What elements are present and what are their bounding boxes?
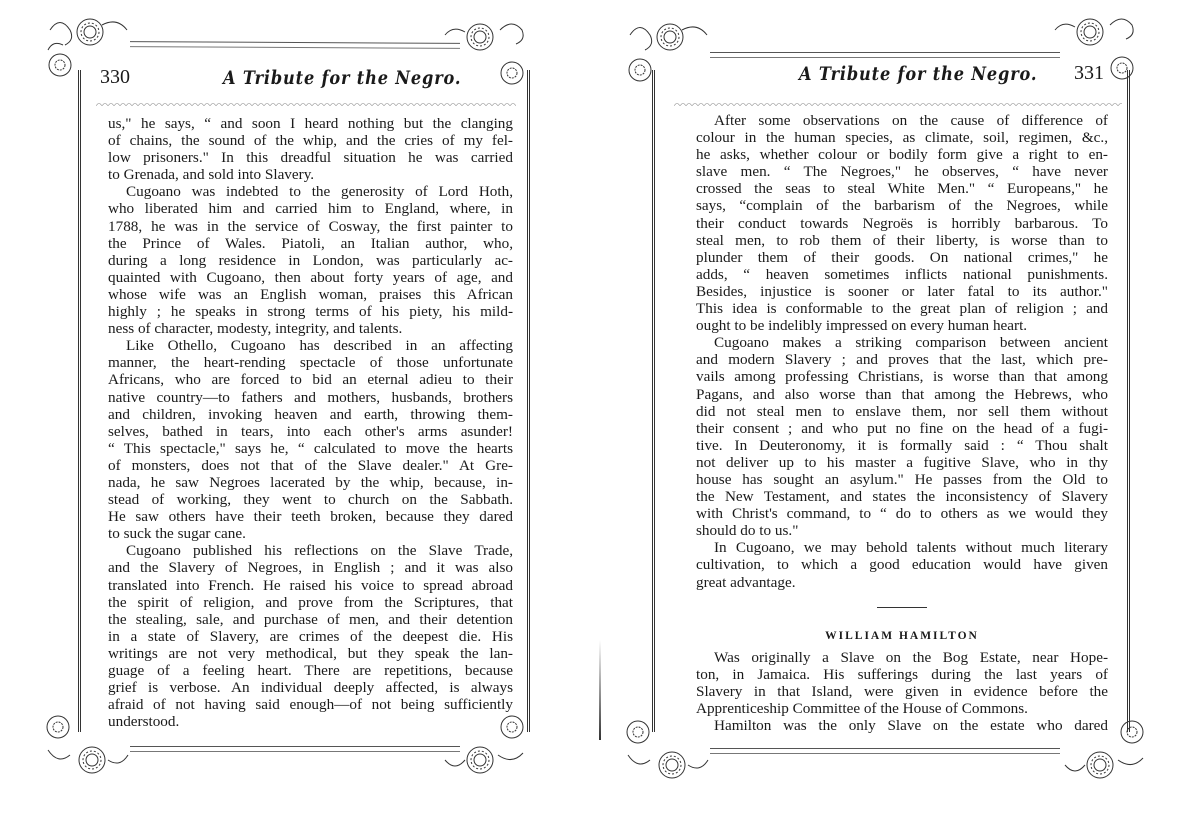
text-line: In Cugoano, we may behold talents without much literary	[714, 539, 1108, 557]
text-line: not deliver up to his master a fugitive Slave, who in thy	[696, 453, 1108, 471]
top-border-rail	[130, 41, 460, 49]
text-line: Cugoano makes a striking comparison between ancient	[714, 334, 1108, 352]
text-line: Hamilton was the only Slave on the estate who dared	[714, 717, 1108, 735]
page-number: 330	[100, 66, 130, 88]
text-line: and the Slavery of Negroes, in English ; and it was also	[108, 559, 513, 577]
text-line: This idea is conformable to the great plan of religion ; and	[696, 300, 1108, 318]
text-line: the stealing, sale, and purchase of men, and their detention	[108, 610, 513, 628]
paragraph	[696, 539, 1108, 590]
text-line: the Prince of Wales. Piatoli, an Italian author, who,	[108, 234, 513, 252]
text-line: of chains, the sound of the whip, and the cries of my fel-	[108, 132, 513, 150]
text-line: ought to be indelibly impressed on every human heart.	[696, 317, 1028, 335]
text-line: ton, in Jamaica. His sufferings during the last years of	[696, 665, 1108, 683]
body-text	[696, 112, 1108, 734]
section-divider	[877, 607, 927, 608]
bottom-border-rail	[710, 748, 1060, 754]
text-line: After some observations on the cause of difference of	[714, 112, 1108, 129]
text-line: Like Othello, Cugoano has described in an affecting	[126, 337, 513, 355]
text-line: grief is verbose. An individual deeply affected, is always	[108, 679, 513, 697]
text-line: vails among professing Christians, is worse than that among	[696, 368, 1108, 386]
paragraph	[696, 649, 1108, 717]
text-line: Slavery in that Island, were given in evidence before the	[696, 682, 1108, 700]
text-line: of monsters, does not that of the Slave dealer." At Gre-	[108, 456, 513, 474]
paragraph	[108, 337, 513, 542]
text-line: steal men, to rob them of their liberty, is worse than to	[696, 231, 1108, 249]
text-line: quainted with Cugoano, then about forty years of age, and	[108, 268, 513, 286]
text-line: did not steal men to enslave them, nor sell them without	[696, 402, 1108, 420]
text-line: Cugoano published his reflections on the Slave Trade,	[126, 542, 513, 560]
text-line: Was originally a Slave on the Bog Estate, near Hope-	[714, 648, 1108, 666]
body-text	[108, 115, 513, 730]
text-line: Pagans, and also worse than that among the Hebrews, who	[696, 385, 1108, 403]
page-number: 331	[1074, 62, 1104, 84]
text-line: their consent ; and who put no fine on the head of a fugi-	[696, 419, 1108, 437]
section-heading: WILLIAM HAMILTON	[825, 629, 979, 642]
text-line: manner, the heart-rending spectacle of those unfortunate	[108, 354, 513, 372]
text-line: plunder them of their goods. On national crimes," he	[696, 248, 1108, 266]
text-line: native country—to fathers and mothers, husbands, brothers	[108, 388, 513, 406]
running-head: A Tribute for the Negro.	[799, 62, 1038, 85]
page-header	[100, 66, 520, 89]
paragraph	[108, 183, 513, 337]
text-line: understood.	[108, 713, 180, 731]
paragraph	[696, 112, 1108, 334]
text-line: Africans, who are forced to bid an eternal adieu to their	[108, 371, 513, 389]
text-line: afraid of not having said enough—of not being sufficiently	[108, 696, 513, 714]
text-line: cultivation, to which a good education would have given	[696, 556, 1108, 574]
text-line: Cugoano was indebted to the generosity of Lord Hoth,	[126, 183, 513, 201]
paragraph	[108, 115, 513, 183]
text-line: their conduct towards Negroës is horribly barbarous. To	[696, 214, 1108, 232]
text-line: the New Testament, and states the inconsistency of Slavery	[696, 488, 1108, 506]
text-line: says, “complain of the barbarism of the Negroes, while	[696, 197, 1108, 215]
text-line: adds, “ heaven sometimes inflicts national punishments.	[696, 265, 1108, 283]
paragraph	[108, 542, 513, 730]
text-line: he asks, whether colour or bodily form give a right to en-	[696, 146, 1108, 164]
text-line: 1788, he was in the service of Cosway, the first painter to	[108, 217, 513, 235]
text-line: selves, bathed in tears, into each other's arms asunder!	[108, 422, 513, 440]
text-line: Besides, injustice is sooner or later fatal to its author."	[696, 282, 1108, 300]
text-line: Apprenticeship Committee of the House of Commons.	[696, 700, 1028, 717]
text-line: He saw others have their teeth broken, because they dared	[108, 508, 513, 526]
text-line: colour in the human species, as climate, soil, regimen, &c.,	[696, 129, 1108, 147]
text-line: during a long residence in London, was particularly ac-	[108, 251, 513, 269]
text-line: nada, he saw Negroes lacerated by the whip, because, in-	[108, 473, 513, 491]
text-line: guage of a feeling heart. There are repetitions, because	[108, 662, 513, 679]
text-line: great advantage.	[696, 573, 796, 591]
paragraph	[696, 334, 1108, 539]
top-border-rail	[710, 52, 1060, 58]
text-line: the spirit of religion, and prove from the Scriptures, that	[108, 593, 513, 611]
text-line: tive. In Deuteronomy, it is formally said : “ Thou shalt	[696, 436, 1108, 454]
paragraph	[696, 717, 1108, 734]
text-line: whose wife was an English woman, praises this African	[108, 285, 513, 303]
text-line: and modern Slavery ; and proves that the last, which pre-	[696, 351, 1108, 369]
text-line: “ This spectacle," says he, “ calculated to move the hearts	[108, 439, 513, 457]
running-head: A Tribute for the Negro.	[223, 66, 462, 89]
text-line: who liberated him and carried him to England, where, in	[108, 200, 513, 218]
text-line: and children, invoking heaven and earth, throwing them-	[108, 405, 513, 423]
right-page	[600, 0, 1200, 816]
page-header	[670, 62, 1110, 85]
text-line: ness of character, modesty, integrity, and talents.	[108, 320, 403, 338]
text-line: house has sought an asylum." He passes from the Old to	[696, 470, 1108, 488]
text-line: slave men. “ The Negroes," he observes, “ have never	[696, 163, 1108, 181]
header-rule	[96, 100, 516, 106]
text-line: should do to us."	[696, 522, 799, 540]
text-line: to Grenada, and sold into Slavery.	[108, 166, 315, 184]
text-line: stead of working, they went to church on the Sabbath.	[108, 491, 513, 509]
header-rule	[674, 100, 1122, 106]
text-line: writings are not very methodical, but they speak the lan-	[108, 644, 513, 662]
text-line: with Christ's command, to “ do to others as we would they	[696, 505, 1108, 523]
text-line: translated into French. He raised his voice to spread abroad	[108, 576, 513, 594]
text-line: us," he says, “ and soon I heard nothing but the clanging	[108, 115, 513, 132]
text-line: highly ; he speaks in strong terms of his piety, his mild-	[108, 303, 513, 321]
bottom-border-rail	[130, 746, 460, 752]
text-line: crossed the seas to steal White Men." “ Europeans," he	[696, 180, 1108, 198]
text-line: in a state of Slavery, are crimes of the deepest die. His	[108, 627, 513, 645]
text-line: to suck the sugar cane.	[108, 525, 246, 543]
text-line: low prisoners." In this dreadful situation he was carried	[108, 149, 513, 167]
